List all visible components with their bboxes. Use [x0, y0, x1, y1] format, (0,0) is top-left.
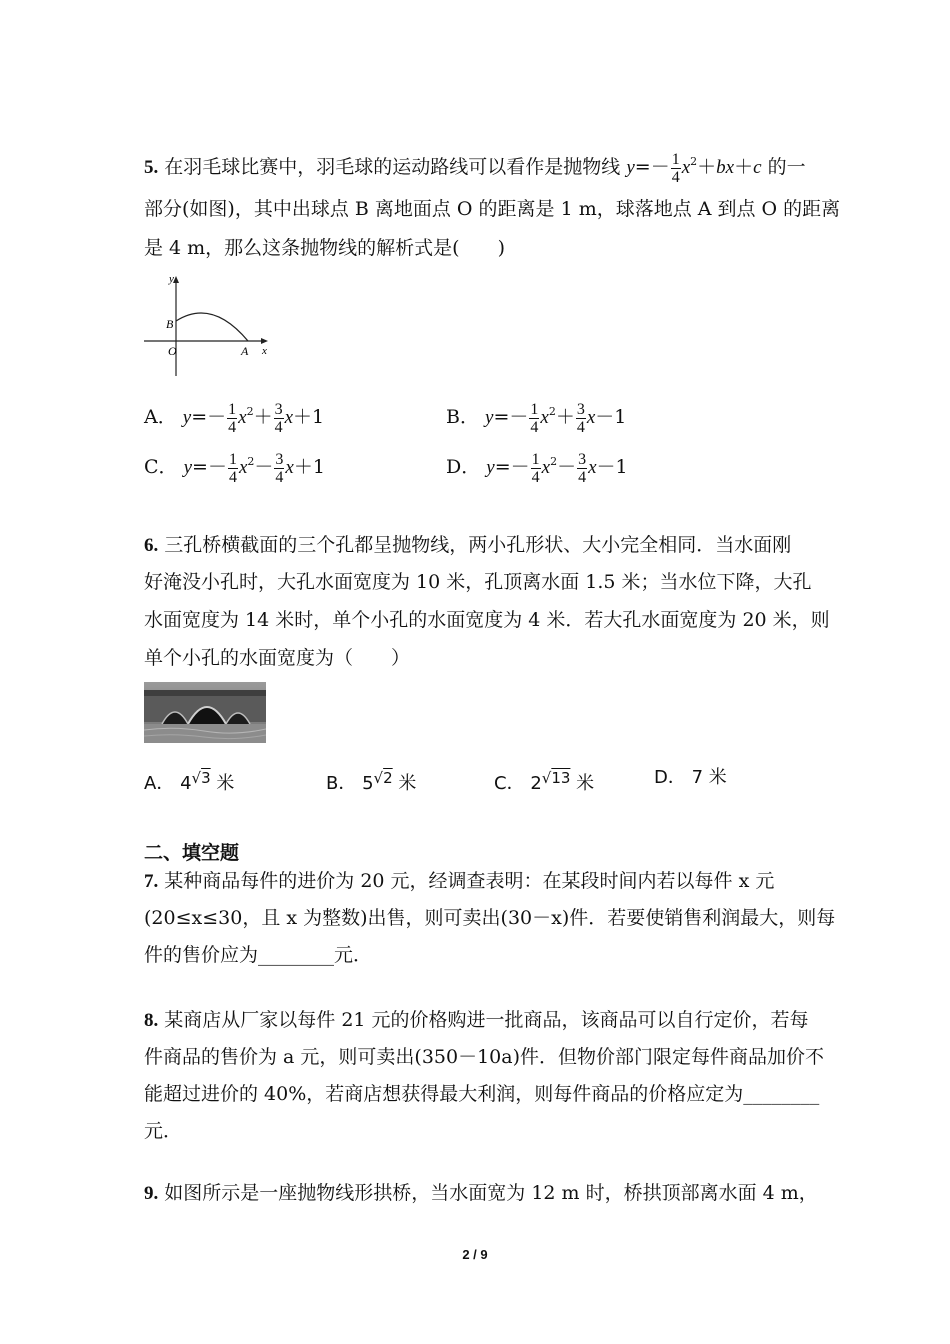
option-unit: 米 — [708, 767, 727, 788]
option-unit: 米 — [576, 773, 595, 794]
q7-line-3: 件的售价应为________元． — [144, 944, 373, 966]
q5-line-2: 部分(如图)，其中出球点 B 离地面点 O 的距离是 1 m，球落地点 A 到点 O 的距离 — [144, 198, 841, 220]
option-unit: 米 — [216, 773, 235, 794]
q6-option-c[interactable] — [494, 766, 594, 796]
q5-option-d[interactable]: D． y=－ $\frac{1}{4}$ $x^2-$ $\frac{3}{4}$ x－1 — [446, 450, 628, 486]
option-label: B． — [446, 406, 479, 428]
q5-option-b[interactable]: B． y=－ $\frac{1}{4}$ $x^2+$ $\frac{3}{4}$ x－1 — [446, 400, 627, 436]
point-a-label: A — [241, 344, 249, 358]
y-axis-label: y — [169, 273, 174, 285]
q5-parabola-figure — [140, 268, 280, 380]
option-coefficient: 5 — [362, 773, 374, 794]
option-unit: 米 — [398, 773, 417, 794]
three-arch-bridge-photo — [144, 682, 266, 743]
q6-option-a[interactable] — [144, 766, 234, 796]
q8-text-1: 某商店从厂家以每件 21 元的价格购进一批商品，该商品可以自行定价，若每 — [164, 1009, 809, 1031]
option-label: D． — [446, 456, 481, 478]
q5-number: 5. — [144, 157, 159, 178]
page-number: 2 / 9 — [462, 1247, 488, 1262]
q8-line-2: 件商品的售价为 a 元，则可卖出(350－10a)件．但物价部门限定每件商品加价不 — [144, 1046, 825, 1068]
option-label: A． — [144, 406, 177, 428]
q6-line-2: 好淹没小孔时，大孔水面宽度为 10 米，孔顶离水面 1.5 米；当水位下降，大孔 — [144, 571, 812, 593]
q5-text-1b: 的一 — [767, 156, 806, 178]
option-label: D． — [654, 767, 686, 788]
q6-line-1 — [144, 533, 791, 558]
q9-number: 9. — [144, 1183, 159, 1204]
q5-parabola-formula: y=－ $\frac{1}{4}$ $x^2+bx+c$ — [626, 150, 762, 186]
option-label: C． — [144, 456, 178, 478]
q7-line-1 — [144, 869, 774, 894]
x-axis-label: x — [262, 345, 267, 357]
option-label: C． — [494, 773, 525, 794]
q8-line-4: 元． — [144, 1120, 183, 1142]
sqrt-sign: √13 — [541, 769, 571, 787]
point-o-label: O — [168, 344, 177, 358]
q6-text-1: 三孔桥横截面的三个孔都呈抛物线，两小孔形状、大小完全相同．当水面刚 — [164, 534, 792, 556]
q8-number: 8. — [144, 1010, 159, 1031]
point-b-label: B — [166, 317, 174, 331]
sqrt-sign: √3 — [191, 769, 211, 787]
q6-line-4: 单个小孔的水面宽度为（ ） — [144, 647, 411, 669]
q7-text-1: 某种商品每件的进价为 20 元，经调查表明：在某段时间内若以每件 x 元 — [164, 870, 775, 892]
sqrt-sign: √2 — [373, 769, 393, 787]
option-coefficient: 7 — [691, 767, 704, 788]
q7-line-2: (20≤x≤30，且 x 为整数)出售，则可卖出(30－x)件．若要使销售利润最大，则每 — [144, 907, 836, 929]
q6-option-b[interactable] — [326, 766, 416, 796]
q6-option-d[interactable] — [654, 766, 727, 790]
q7-number: 7. — [144, 871, 159, 892]
option-coefficient: 2 — [530, 773, 542, 794]
q5-line-1 — [144, 150, 806, 186]
section-heading-fill-in: 二、填空题 — [144, 842, 240, 864]
q8-line-3: 能超过进价的 40%，若商店想获得最大利润，则每件商品的价格应定为________ — [144, 1083, 820, 1105]
q8-line-1 — [144, 1008, 809, 1033]
q5-option-c[interactable]: C． y=－ $\frac{1}{4}$ $x^2-$ $\frac{3}{4}$ x＋1 — [144, 450, 325, 486]
option-label: B． — [326, 773, 357, 794]
q5-option-a[interactable]: A． y=－ $\frac{1}{4}$ $x^2+$ $\frac{3}{4}$ x＋1 — [144, 400, 325, 436]
option-coefficient: 4 — [180, 773, 192, 794]
option-label: A． — [144, 773, 175, 794]
q9-text-1: 如图所示是一座抛物线形拱桥，当水面宽为 12 m 时，桥拱顶部离水面 4 m， — [164, 1182, 818, 1204]
q5-line-3: 是 4 m，那么这条抛物线的解析式是( ) — [144, 237, 506, 259]
q6-number: 6. — [144, 535, 159, 556]
q6-line-3: 水面宽度为 14 米时，单个小孔的水面宽度为 4 米．若大孔水面宽度为 20 米，则 — [144, 609, 830, 631]
q5-text-1a: 在羽毛球比赛中，羽毛球的运动路线可以看作是抛物线 — [164, 156, 621, 178]
q9-line-1 — [144, 1181, 818, 1206]
